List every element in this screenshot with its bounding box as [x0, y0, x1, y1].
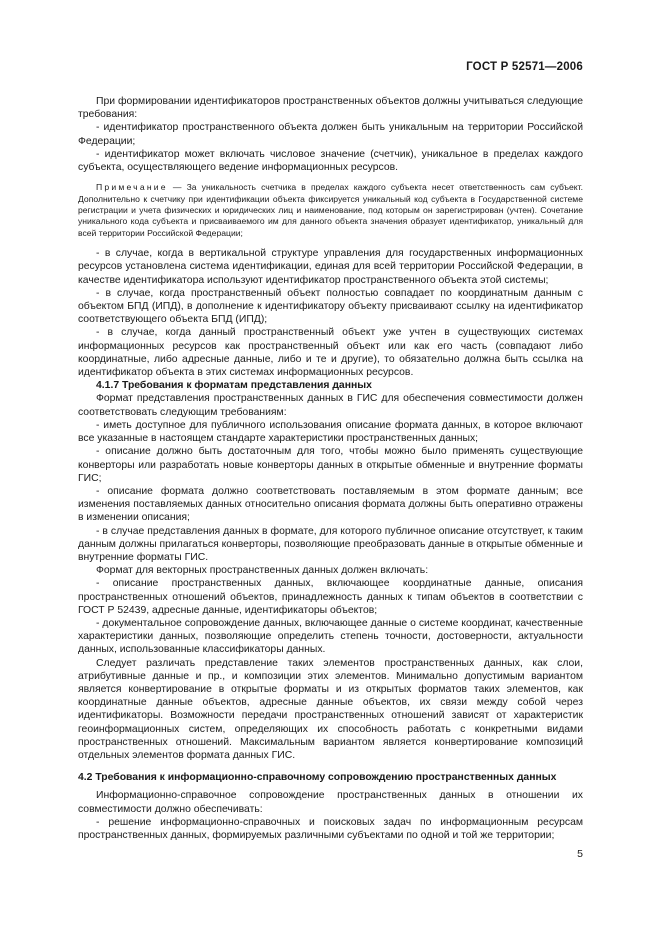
body-paragraph: - описание пространственных данных, включающее координатные данные, описания пространственных отношений объектов, принадлежность данных к типам объектов в соответствии с ГОСТ Р 52439, адресные данные, идентификаторы объектов;	[78, 578, 583, 616]
document-code-header: ГОСТ Р 52571—2006	[466, 61, 583, 73]
body-paragraph: - в случае, когда данный пространственный объект уже учтен в существующих системах информационных ресурсов как пространственный объект или как его часть (совпадают либо координатные, либо адресные данные, либо и те и другие), то обязательно должна быть ссылка на идентификатор объекта в этих системах информационных ресурсов.	[78, 327, 583, 379]
subsection-title: 4.1.7 Требования к форматам представления данных	[96, 380, 372, 392]
body-paragraph: - идентификатор может включать числовое значение (счетчик), уникальное в пределах каждого субъекта, осуществляющего ведение информационных ресурсов.	[78, 148, 583, 174]
body-paragraph: Информационно-справочное сопровождение пространственных данных в отношении их совместимости должно обеспечивать:	[78, 790, 583, 815]
section-title: 4.2 Требования к информационно-справочному сопровождению пространственных данных	[78, 772, 557, 784]
note-text: — За уникальность счетчика в пределах каждого субъекта несет ответственность сам субъект. Дополнительно к счетчику при идентификации объекта фиксируется уникальный код субъекта в Государственной системе регистрации и учета физических и юридических лиц и наименование, под которым он зарегистрирован (учтен). Сочетание уникального кода субъекта и присваиваемого им для данного объекта значения образует идентификатор, уникальный для всей территории Российской Федерации;	[78, 182, 583, 238]
body-paragraph: При формировании идентификаторов пространственных объектов должны учитываться следующие требования:	[78, 96, 583, 121]
body-paragraph: - решение информационно-справочных и поисковых задач по информационным ресурсам пространственных данных, формируемых различными субъектами по одной и той же территории;	[78, 816, 583, 841]
body-paragraph: - описание должно быть достаточным для того, чтобы можно было применять существующие конверторы или разработать новые конверторы данных в открытые обменные и внутренние форматы ГИС;	[78, 446, 583, 484]
body-paragraph: - в случае, когда в вертикальной структуре управления для государственных информационных ресурсов установлена система идентификации, единая для всей территории Российской Федерации, в качестве идентификатора используют идентификатор пространственного объекта этой системы;	[78, 248, 583, 286]
body-paragraph: Формат для векторных пространственных данных должен включать:	[96, 565, 429, 577]
note-paragraph	[78, 182, 583, 239]
body-paragraph: - идентификатор пространственного объекта должен быть уникальным на территории Российской Федерации;	[78, 122, 583, 147]
body-paragraph: Следует различать представление таких элементов пространственных данных, как слои, атрибутивные данные и пр., и композиции этих элементов. Минимально допустимым вариантом является конвертирование в открытые форматы и из открытых форматов таких элементов, как координатные данные объектов, адресные данные объектов, их связи между собой через идентификаторы. Возможности передачи пространственных отношений зависят от характеристик геоинформационных систем, определяющих их способность работать с конкретными видами пространственных отношений. Максимальным вариантом является конвертирование композиций отдельных элементов формата данных ГИС.	[78, 657, 583, 761]
body-paragraph: Формат представления пространственных данных в ГИС для обеспечения совместимости должен соответствовать следующим требованиям:	[78, 393, 583, 418]
body-paragraph: - иметь доступное для публичного использования описание формата данных, в которое включают все указанные в настоящем стандарте характеристики пространственных данных;	[78, 419, 583, 445]
note-label: Примечание	[96, 182, 168, 193]
body-paragraph: - в случае, когда пространственный объект полностью совпадает по координатным данным с объектом БПД (ИПД), в дополнение к идентификатору объекту присваивают ссылку на идентификатор соответствующего объекта БПД (ИПД);	[78, 287, 583, 326]
body-paragraph: - документальное сопровождение данных, включающее данные о системе координат, качественные характеристики данных, позволяющие определить степень точности, достоверности, актуальности данных, использованные классификаторы данных.	[78, 617, 583, 656]
page-number: 5	[577, 848, 583, 860]
body-paragraph: - описание формата должно соответствовать поставляемым в этом формате данным; все изменения поставляемых данных относительно описания формата должны быть оперативно отражены в изменении описания;	[78, 485, 583, 524]
body-paragraph: - в случае представления данных в формате, для которого публичное описание отсутствует, к таким данным должны прилагаться конверторы, позволяющие преобразовать данные в открытые обменные и внутренние форматы ГИС.	[78, 525, 583, 563]
document-body	[78, 95, 583, 842]
